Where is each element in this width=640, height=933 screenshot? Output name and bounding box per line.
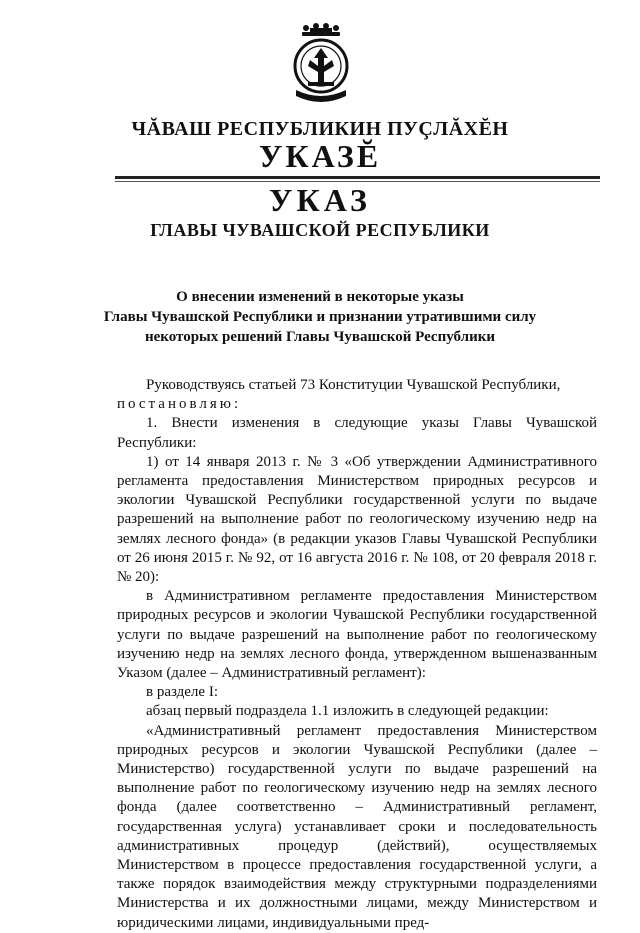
preamble-text: Руководствуясь статьей 73 Конституции Чувашской Республики, <box>146 377 561 393</box>
chuvash-ukaz-heading: УКАЗĔ <box>258 138 382 174</box>
ukaz-heading: УКАЗ <box>269 182 371 218</box>
paragraph-postanovlyayu <box>117 395 597 414</box>
paragraph-subsection: абзац первый подраздела 1.1 изложить в следующей редакции: <box>146 703 549 720</box>
chuvash-emblem-icon <box>288 20 354 106</box>
paragraph-preamble <box>117 376 597 395</box>
decree-body <box>117 376 597 933</box>
header-divider <box>115 176 600 179</box>
paragraph-regulation: в Административном регламенте предоставления Министерством природных ресурсов и экологии Чувашской Республики государственной услуги по выдаче разрешений на выполнение работ по геологическому изучению недр на землях лесного фонда, утвержденном вышеназванным Указом (далее – Административный регламент): <box>117 588 597 682</box>
paragraph-section-1: в разделе I: <box>146 684 218 701</box>
subject-line-1: О внесении изменений в некоторые указы <box>176 289 464 305</box>
subject-line-3: некоторых решений Главы Чувашской Республики <box>145 329 495 345</box>
subject-line-2: Главы Чувашской Республики и признании утратившими силу <box>103 309 537 325</box>
postanovlyayu-text: постановляю: <box>117 396 242 413</box>
paragraph-item-1: 1. Внести изменения в следующие указы Главы Чувашской Республики: <box>117 415 597 451</box>
decree-subject <box>100 287 540 347</box>
glava-heading: ГЛАВЫ ЧУВАШСКОЙ РЕСПУБЛИКИ <box>150 220 490 240</box>
paragraph-subitem-1: 1) от 14 января 2013 г. № 3 «Об утверждении Административного регламента предоставления Министерством природных ресурсов и экологии Чувашской Республики государственной услуги по выдаче разрешений на выполнение работ по геологическому изучению недр на землях лесного фонда» (в редакции указов Главы Чувашской Республики от 26 июня 2015 г. № 92, от 16 августа 2016 г. № 108, от 20 февраля 2018 г. № 20): <box>117 453 597 586</box>
chuvash-heading: ЧĂВАШ РЕСПУБЛИКИН ПУÇЛĂХĔН <box>131 118 509 140</box>
paragraph-new-text: «Административный регламент предоставления Министерством природных ресурсов и экологии Чувашской Республики (далее – Министерство) государственной услуги по выдаче разрешений на выполнение работ по геологическому изучению недр на землях лесного фонда (далее соответственно – Административный регламент, государственная услуга) устанавливает сроки и последовательность административных процедур (действий), осуществляемых Министерством в процессе предоставления государственной услуги, а также порядок взаимодействия между структурными подразделениями Министерства и их должностными лицами, между Министерством и юридическими лицами, индивидуальными пред- <box>117 722 597 931</box>
